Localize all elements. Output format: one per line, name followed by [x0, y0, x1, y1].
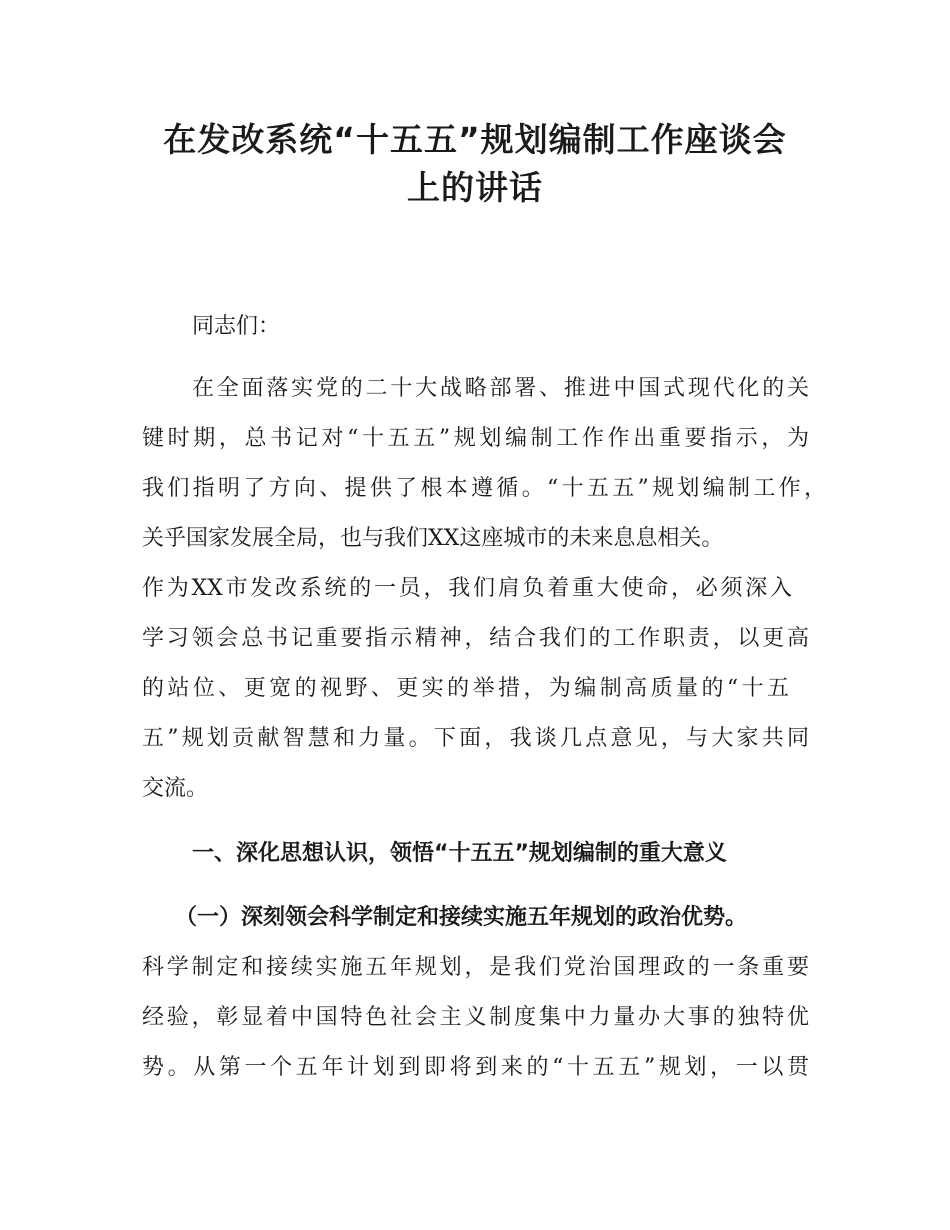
salutation: 同志们： — [192, 314, 281, 339]
section-1-heading: 一、深化思想认识，领悟“十五五”规划编制的重大意义 — [192, 841, 727, 866]
paragraph-2-line-2: 经验，彰显着中国特色社会主义制度集中力量办大事的独特优 — [142, 1005, 809, 1030]
paragraph-1-line-3: 我们指明了方向、提供了根本遵循。“十五五”规划编制工作， — [142, 476, 826, 501]
document-title-line-1: 在发改系统“十五五”规划编制工作座谈会 — [163, 120, 787, 159]
document-title-line-2: 上的讲话 — [407, 168, 543, 207]
paragraph-1-line-8: 五”规划贡献智慧和力量。下面，我谈几点意见，与大家共同 — [142, 726, 809, 751]
paragraph-1-line-4: 关乎国家发展全局，也与我们XX这座城市的未来息息相关。 — [142, 526, 724, 551]
paragraph-1-line-9: 交流。 — [142, 776, 209, 801]
paragraph-1-line-5: 作为XX市发改系统的一员，我们肩负着重大使命，必须深入 — [142, 576, 792, 601]
paragraph-2-line-1: 科学制定和接续实施五年规划，是我们党治国理政的一条重要 — [142, 955, 809, 980]
subsection-1-heading: （一）深刻领会科学制定和接续实施五年规划的政治优势。 — [175, 905, 748, 930]
paragraph-1-line-2: 键时期，总书记对“十五五”规划编制工作作出重要指示，为 — [142, 426, 809, 451]
paragraph-1-line-7: 的站位、更宽的视野、更实的举措，为编制高质量的“十五 — [142, 676, 789, 701]
paragraph-1-line-1: 在全面落实党的二十大战略部署、推进中国式现代化的关 — [192, 376, 809, 401]
paragraph-2-line-3: 势。从第一个五年计划到即将到来的“十五五”规划，一以贯 — [142, 1055, 809, 1080]
paragraph-1-line-6: 学习领会总书记重要指示精神，结合我们的工作职责，以更高 — [142, 626, 809, 651]
